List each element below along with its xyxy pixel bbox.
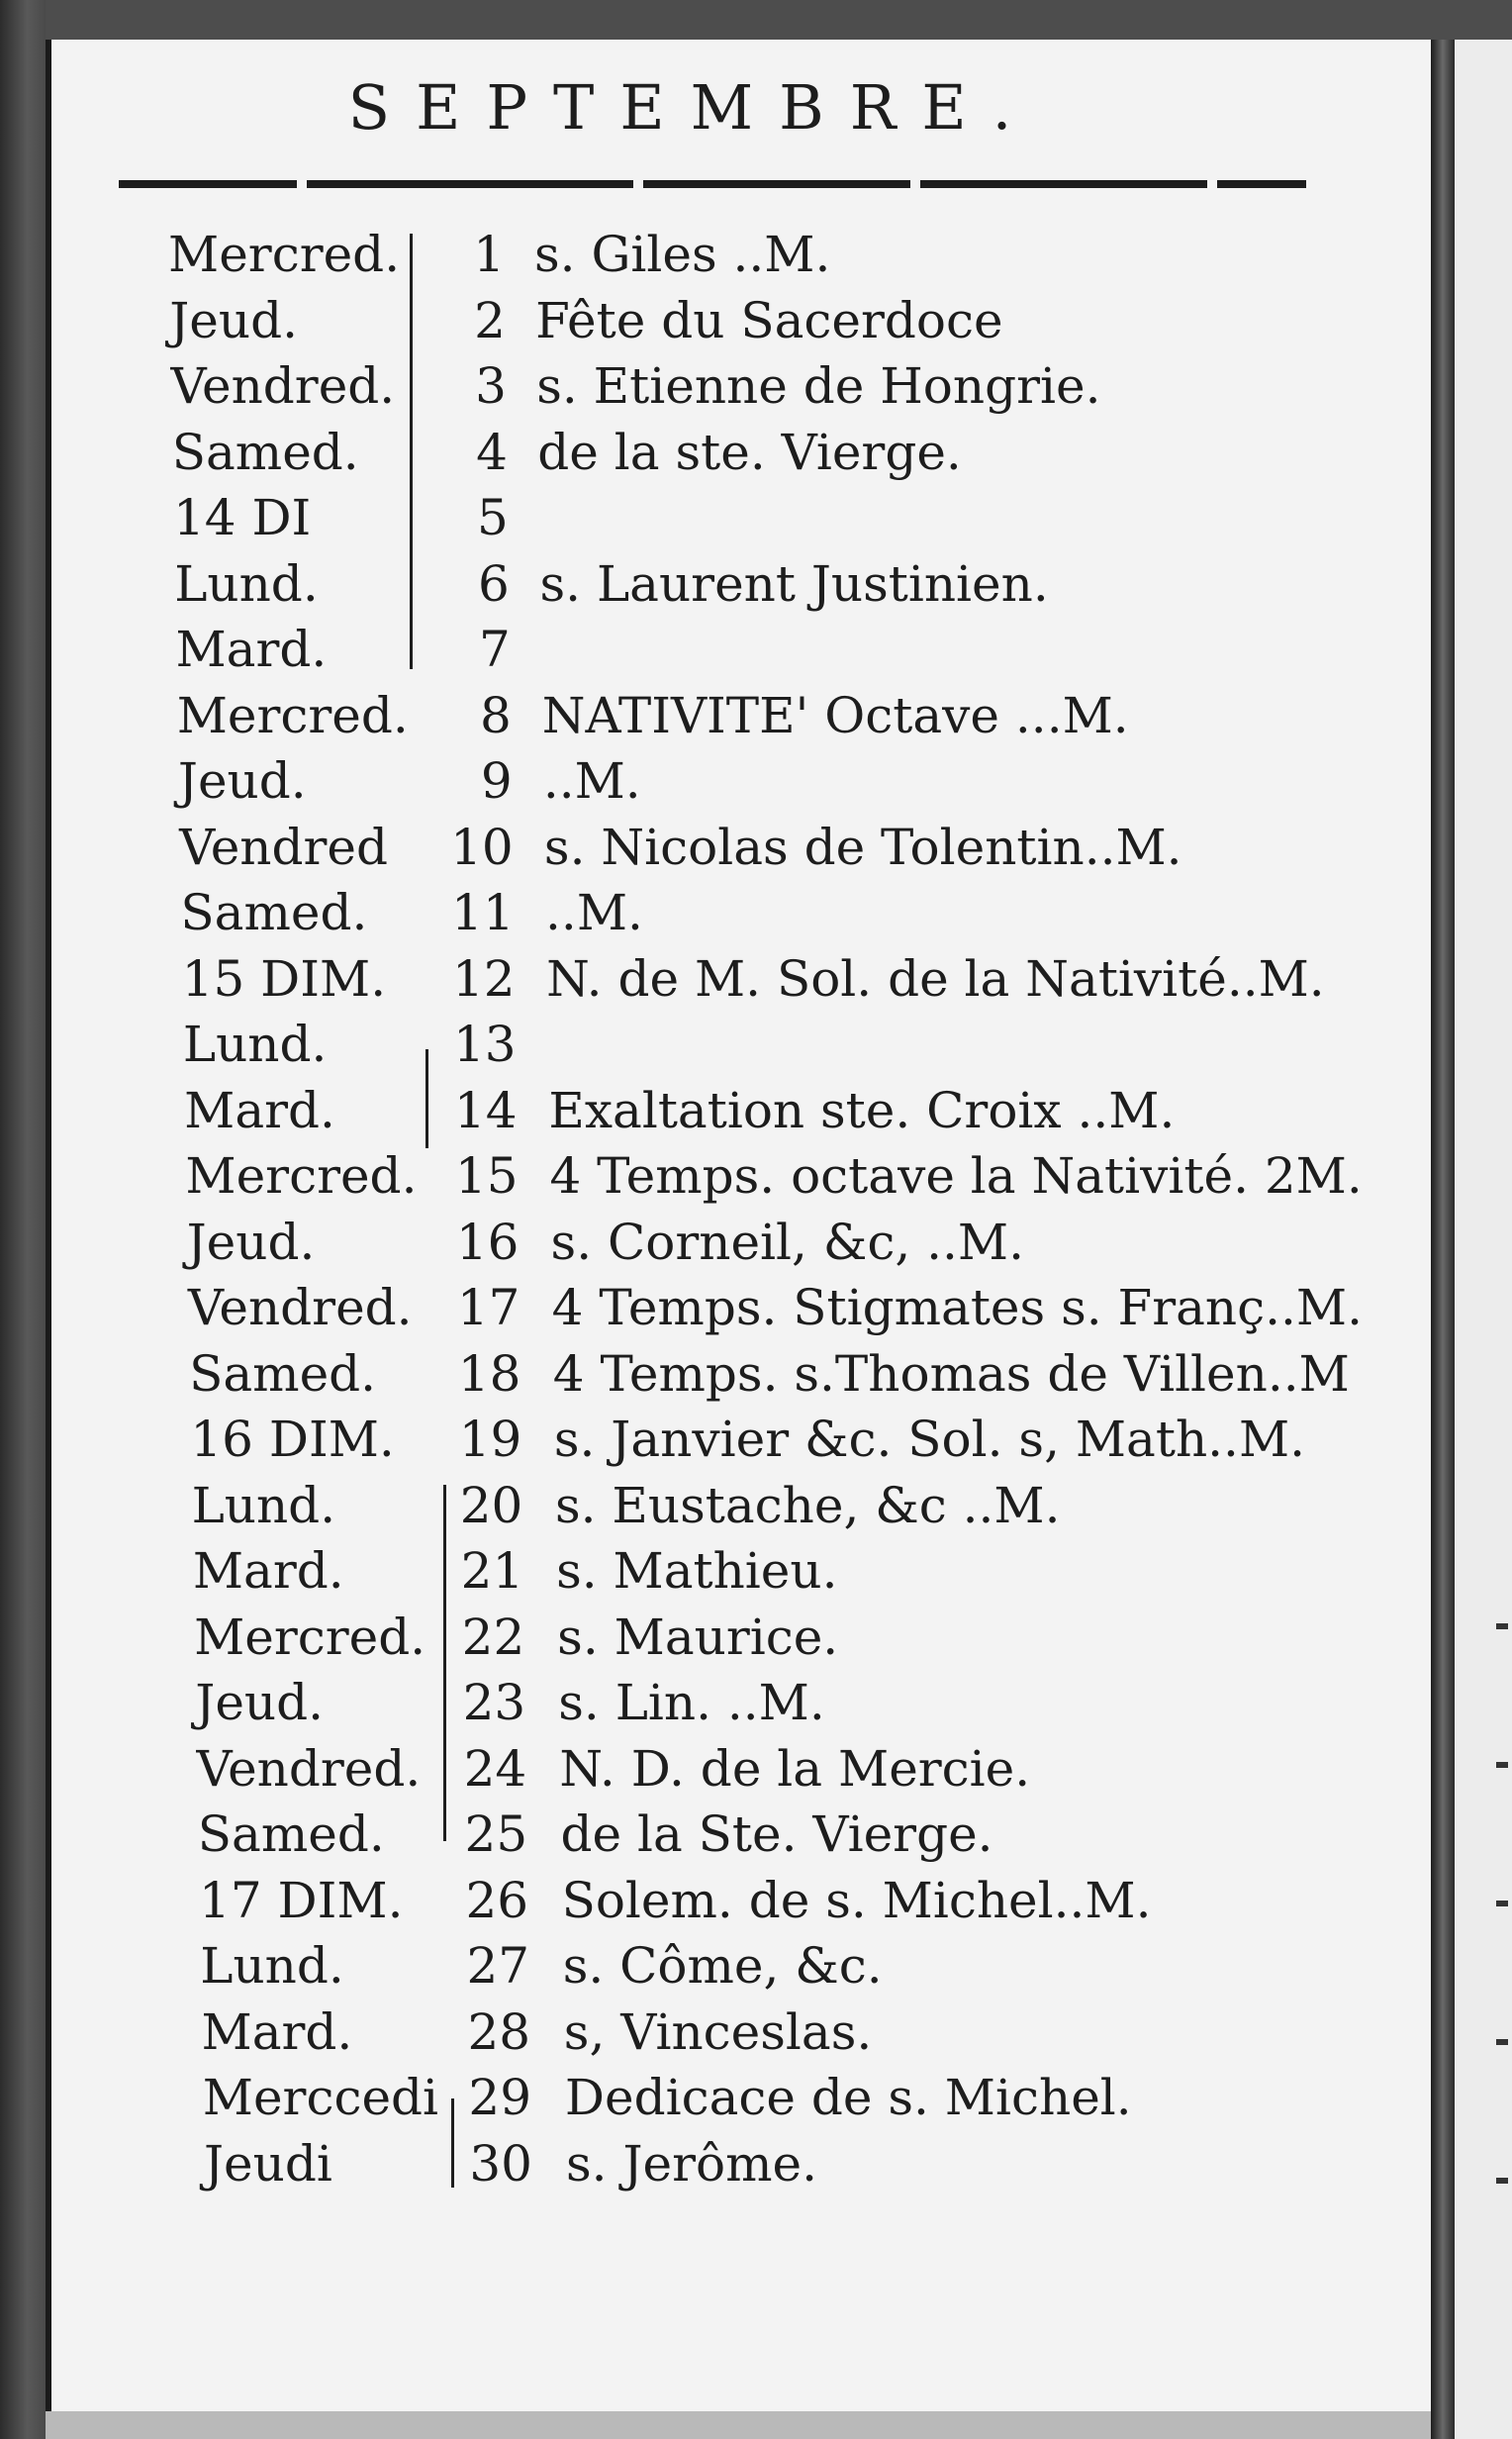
feast-text: s. Mathieu. bbox=[556, 1542, 838, 1600]
header-rule-gap bbox=[633, 180, 643, 188]
weekday-label: 16 DIM. bbox=[190, 1411, 395, 1468]
feast-text: Fête du Sacerdoce bbox=[535, 291, 1003, 349]
day-number: 24 bbox=[463, 1739, 527, 1798]
calendar-row bbox=[0, 1802, 1425, 1867]
calendar-row bbox=[0, 748, 1425, 814]
feast-text: s. Maurice. bbox=[557, 1608, 839, 1666]
feast-text: s. Lin. ..M. bbox=[558, 1674, 825, 1731]
feast-text: s. Nicolas de Tolentin..M. bbox=[543, 818, 1182, 876]
day-number: 22 bbox=[461, 1608, 525, 1666]
calendar-row bbox=[0, 1670, 1425, 1735]
weekday-label: Samed. bbox=[197, 1805, 385, 1863]
day-number: 27 bbox=[466, 1937, 530, 1995]
day-number: 30 bbox=[469, 2134, 532, 2193]
weekday-label: Mercred. bbox=[185, 1147, 418, 1205]
calendar-row bbox=[0, 2065, 1425, 2130]
calendar-row bbox=[0, 617, 1425, 682]
feast-text: NATIVITE' Octave ...M. bbox=[541, 686, 1129, 744]
month-title: SEPTEMBRE. bbox=[347, 71, 1038, 144]
feast-text: 4 Temps. octave la Nativité. 2M. bbox=[549, 1147, 1363, 1205]
calendar-row bbox=[0, 420, 1425, 485]
calendar-row bbox=[0, 1275, 1425, 1340]
feast-text: de la ste. Vierge. bbox=[537, 423, 962, 481]
calendar-row bbox=[0, 1407, 1425, 1472]
feast-text: Solem. de s. Michel..M. bbox=[561, 1871, 1152, 1929]
day-number: 3 bbox=[475, 357, 507, 415]
weekday-label: Merccedi bbox=[202, 2069, 439, 2126]
weekday-label: Vendred bbox=[179, 818, 388, 876]
calendar-row bbox=[0, 1210, 1425, 1275]
day-number: 20 bbox=[459, 1476, 523, 1534]
day-number: 5 bbox=[477, 489, 509, 546]
calendar-row bbox=[0, 551, 1425, 617]
next-page-mark bbox=[1496, 1762, 1508, 1768]
weekday-label: Mard. bbox=[201, 2002, 353, 2061]
calendar-row bbox=[0, 2131, 1425, 2196]
calendar-row bbox=[0, 1473, 1425, 1538]
weekday-label: 15 DIM. bbox=[181, 949, 387, 1008]
day-number: 4 bbox=[476, 423, 508, 481]
feast-text: s. Côme, &c. bbox=[562, 1937, 883, 1995]
day-number: 12 bbox=[451, 949, 516, 1008]
day-number: 9 bbox=[480, 752, 513, 810]
feast-text: ..M. bbox=[545, 884, 643, 941]
calendar-row bbox=[0, 946, 1425, 1012]
weekday-label: Jeud. bbox=[177, 752, 307, 810]
feast-text: s, Vinceslas. bbox=[563, 2002, 873, 2061]
calendar-row bbox=[0, 288, 1425, 353]
feast-text: N. D. de la Mercie. bbox=[559, 1739, 1031, 1798]
weekday-label: Mercred. bbox=[176, 686, 409, 744]
day-number: 26 bbox=[465, 1871, 529, 1929]
weekday-label: Lund. bbox=[200, 1937, 344, 1995]
calendar-row bbox=[0, 222, 1425, 287]
weekday-label: Mercred. bbox=[168, 226, 401, 283]
weekday-label: Lund. bbox=[174, 554, 319, 613]
calendar-row bbox=[0, 815, 1425, 880]
calendar-row bbox=[0, 1341, 1425, 1407]
day-number: 2 bbox=[474, 291, 506, 349]
weekday-label: Jeud. bbox=[186, 1213, 316, 1271]
weekday-label: Samed. bbox=[171, 423, 359, 481]
day-number: 17 bbox=[456, 1279, 520, 1336]
book-gutter bbox=[1431, 40, 1455, 2439]
weekday-label: Jeud. bbox=[169, 291, 298, 349]
calendar-row bbox=[0, 1143, 1425, 1209]
calendar-row bbox=[0, 1736, 1425, 1802]
bottom-edge bbox=[46, 2411, 1431, 2439]
header-rule-gap bbox=[1207, 180, 1217, 188]
day-number: 6 bbox=[478, 554, 510, 613]
day-number: 1 bbox=[473, 226, 505, 283]
weekday-label: Mard. bbox=[192, 1542, 344, 1600]
feast-text: s. Laurent Justinien. bbox=[539, 554, 1049, 613]
day-number: 28 bbox=[467, 2002, 531, 2061]
feast-text: N. de M. Sol. de la Nativité..M. bbox=[546, 949, 1325, 1008]
weekday-label: Mercred. bbox=[194, 1608, 426, 1666]
weekday-label: Vendred. bbox=[196, 1739, 422, 1798]
top-background bbox=[0, 0, 1512, 40]
day-number: 21 bbox=[460, 1542, 524, 1600]
day-number: 13 bbox=[452, 1016, 517, 1073]
next-page-mark bbox=[1496, 2039, 1508, 2045]
weekday-label: Jeud. bbox=[195, 1674, 325, 1731]
day-number: 10 bbox=[450, 818, 514, 876]
calendar-row bbox=[0, 683, 1425, 748]
calendar-row bbox=[0, 1538, 1425, 1604]
feast-text: s. Corneil, &c, ..M. bbox=[550, 1213, 1024, 1271]
day-number: 8 bbox=[479, 686, 512, 744]
weekday-label: Vendred. bbox=[170, 357, 396, 415]
day-number: 11 bbox=[451, 884, 515, 941]
calendar-row bbox=[0, 353, 1425, 419]
feast-text: 4 Temps. s.Thomas de Villen..M bbox=[552, 1344, 1350, 1403]
feast-text: Exaltation ste. Croix ..M. bbox=[548, 1081, 1176, 1139]
day-number: 29 bbox=[468, 2069, 532, 2126]
calendar-row bbox=[0, 2000, 1425, 2065]
feast-text: Dedicace de s. Michel. bbox=[564, 2069, 1132, 2126]
day-number: 25 bbox=[464, 1805, 528, 1863]
day-number: 23 bbox=[462, 1674, 526, 1731]
next-page-mark bbox=[1496, 2178, 1508, 2184]
day-number: 7 bbox=[478, 621, 511, 678]
calendar-row bbox=[0, 880, 1425, 945]
day-number: 19 bbox=[458, 1411, 522, 1468]
calendar-row bbox=[0, 485, 1425, 550]
feast-text: s. Eustache, &c ..M. bbox=[554, 1476, 1061, 1534]
weekday-label: Samed. bbox=[189, 1344, 377, 1403]
calendar-row bbox=[0, 1605, 1425, 1670]
header-rule-gap bbox=[297, 180, 307, 188]
weekday-label: Vendred. bbox=[187, 1279, 413, 1336]
weekday-label: Samed. bbox=[180, 884, 368, 941]
weekday-label: Lund. bbox=[191, 1476, 336, 1534]
day-number: 18 bbox=[457, 1344, 521, 1403]
feast-text: s. Giles ..M. bbox=[534, 226, 831, 283]
calendar-row bbox=[0, 1933, 1425, 1999]
calendar-row bbox=[0, 1012, 1425, 1077]
day-number: 16 bbox=[455, 1213, 520, 1271]
feast-text: de la Ste. Vierge. bbox=[560, 1805, 993, 1863]
next-page-mark bbox=[1496, 1901, 1508, 1906]
day-number: 15 bbox=[454, 1147, 519, 1205]
header-rule-gap bbox=[910, 180, 920, 188]
feast-text: ..M. bbox=[542, 752, 641, 810]
calendar-row bbox=[0, 1078, 1425, 1143]
weekday-label: Lund. bbox=[182, 1016, 328, 1073]
weekday-label: 14 DI bbox=[172, 489, 312, 546]
weekday-label: Mard. bbox=[175, 621, 328, 678]
feast-text: s. Jerôme. bbox=[566, 2134, 817, 2193]
feast-text: 4 Temps. Stigmates s. Franç..M. bbox=[551, 1279, 1364, 1336]
next-page-mark bbox=[1496, 1623, 1508, 1629]
weekday-label: Jeudi bbox=[204, 2134, 332, 2193]
weekday-label: Mard. bbox=[184, 1081, 335, 1139]
feast-text: s. Janvier &c. Sol. s, Math..M. bbox=[553, 1411, 1306, 1468]
calendar-row bbox=[0, 1868, 1425, 1933]
day-number: 14 bbox=[453, 1081, 518, 1139]
next-page-edge bbox=[1455, 40, 1512, 2439]
feast-text: s. Etienne de Hongrie. bbox=[536, 357, 1101, 415]
weekday-label: 17 DIM. bbox=[199, 1871, 404, 1929]
